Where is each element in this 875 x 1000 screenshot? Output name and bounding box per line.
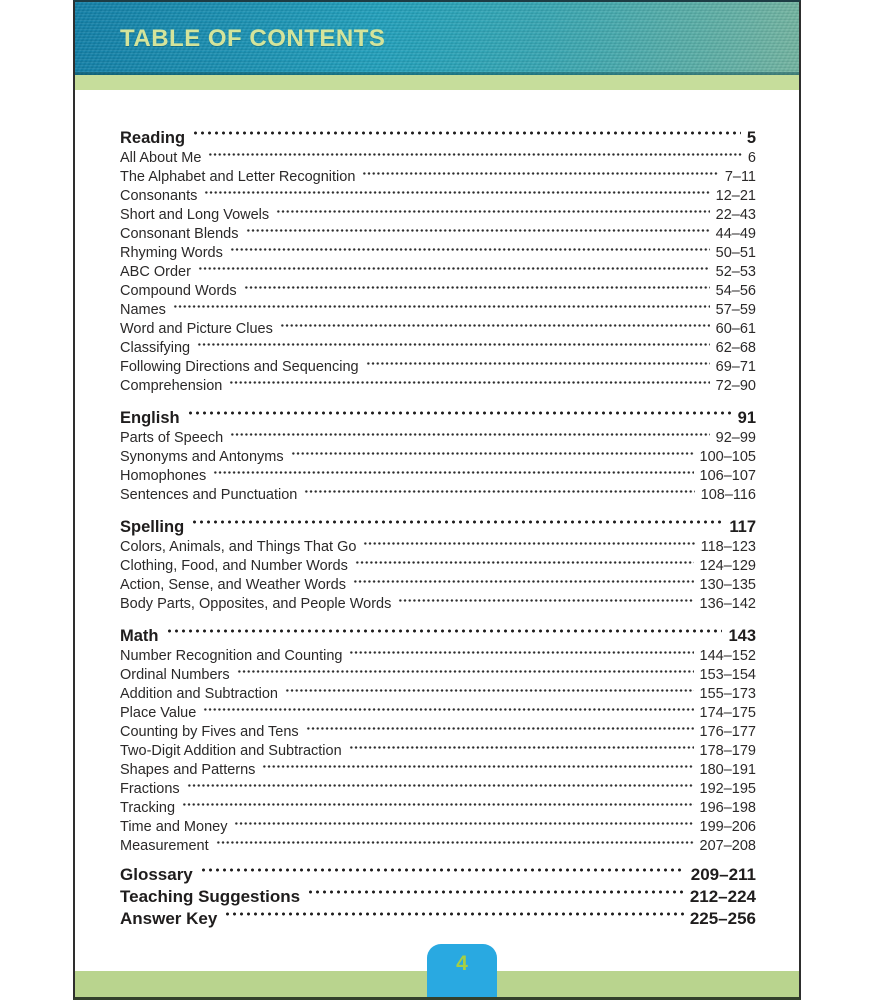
entry-label: Compound Words — [120, 283, 237, 299]
entry-label: Number Recognition and Counting — [120, 648, 343, 664]
entry-label: Action, Sense, and Weather Words — [120, 577, 346, 593]
entry-pages: 124–129 — [699, 558, 756, 574]
dotted-leader — [230, 429, 710, 448]
toc-entry — [120, 339, 756, 358]
dotted-leader — [200, 864, 685, 886]
toc-section-heading — [120, 625, 756, 647]
entry-pages: 72–90 — [715, 378, 756, 394]
entry-label: The Alphabet and Letter Recognition — [120, 169, 356, 185]
dotted-leader — [229, 377, 709, 396]
entry-label: Consonants — [120, 188, 198, 204]
toc-entry — [120, 301, 756, 320]
entry-label: Names — [120, 302, 166, 318]
toc-entry — [120, 358, 756, 377]
entry-pages: 136–142 — [699, 596, 756, 612]
entry-label: Word and Picture Clues — [120, 321, 273, 337]
entry-label: Math — [120, 627, 159, 645]
entry-label: Short and Long Vowels — [120, 207, 270, 223]
toc-entry — [120, 206, 756, 225]
page-title: TABLE OF CONTENTS — [120, 25, 386, 52]
entry-pages: 57–59 — [715, 302, 756, 318]
toc-entry — [120, 282, 756, 301]
entry-pages: 54–56 — [715, 283, 756, 299]
toc-entry — [120, 742, 756, 761]
entry-pages: 192–195 — [699, 781, 756, 797]
toc-back-matter-entry — [120, 886, 756, 908]
toc-content — [75, 90, 799, 930]
toc-entry — [120, 263, 756, 282]
dotted-leader — [276, 206, 710, 225]
dotted-leader — [398, 595, 693, 614]
toc-section-heading — [120, 127, 756, 149]
toc-entry — [120, 780, 756, 799]
entry-label: Parts of Speech — [120, 430, 224, 446]
dotted-leader — [244, 282, 710, 301]
dotted-leader — [280, 320, 710, 339]
entry-pages: 153–154 — [699, 667, 756, 683]
entry-label: Answer Key — [120, 909, 218, 928]
dotted-leader — [307, 886, 684, 908]
toc-entry — [120, 320, 756, 339]
dotted-leader — [285, 685, 694, 704]
entry-label: Glossary — [120, 865, 193, 884]
toc-entry — [120, 723, 756, 742]
entry-pages: 180–191 — [699, 762, 756, 778]
toc-entry — [120, 448, 756, 467]
toc-entry — [120, 538, 756, 557]
dotted-leader — [262, 761, 693, 780]
header-accent-strip — [75, 75, 799, 90]
toc-entry — [120, 761, 756, 780]
entry-pages: 100–105 — [699, 449, 756, 465]
entry-pages: 178–179 — [699, 743, 756, 759]
entry-label: Following Directions and Sequencing — [120, 359, 359, 375]
dotted-leader — [216, 837, 694, 856]
entry-label: Two-Digit Addition and Subtraction — [120, 743, 342, 759]
entry-pages: 118–123 — [700, 539, 756, 555]
toc-section — [120, 407, 756, 505]
entry-label: Measurement — [120, 838, 209, 854]
dotted-leader — [187, 407, 732, 429]
entry-pages: 108–116 — [700, 487, 756, 503]
dotted-leader — [237, 666, 694, 685]
entry-pages: 52–53 — [715, 264, 756, 280]
page-number-tab — [427, 944, 497, 997]
dotted-leader — [182, 799, 693, 818]
entry-pages: 7–11 — [724, 169, 756, 185]
dotted-leader — [204, 187, 709, 206]
entry-pages: 91 — [737, 409, 756, 427]
toc-back-matter — [120, 864, 756, 930]
dotted-leader — [349, 647, 693, 666]
entry-pages: 5 — [746, 129, 756, 147]
toc-section — [120, 625, 756, 856]
entry-label: Time and Money — [120, 819, 228, 835]
dotted-leader — [191, 516, 723, 538]
dotted-leader — [213, 467, 693, 486]
toc-back-matter-entry — [120, 908, 756, 930]
toc-section-heading — [120, 407, 756, 429]
entry-pages: 6 — [747, 150, 756, 166]
dotted-leader — [362, 168, 718, 187]
entry-label: Teaching Suggestions — [120, 887, 301, 906]
dotted-leader — [304, 486, 694, 505]
dotted-leader — [363, 538, 694, 557]
toc-entry — [120, 467, 756, 486]
toc-entry — [120, 666, 756, 685]
entry-label: Tracking — [120, 800, 176, 816]
entry-pages: 209–211 — [690, 865, 756, 884]
entry-pages: 207–208 — [699, 838, 756, 854]
toc-entry — [120, 149, 756, 168]
entry-label: Classifying — [120, 340, 191, 356]
entry-label: Homophones — [120, 468, 207, 484]
toc-entry — [120, 377, 756, 396]
entry-label: All About Me — [120, 150, 202, 166]
entry-pages: 117 — [729, 518, 756, 536]
entry-label: Colors, Animals, and Things That Go — [120, 539, 357, 555]
dotted-leader — [208, 149, 742, 168]
entry-pages: 69–71 — [715, 359, 756, 375]
toc-section — [120, 516, 756, 614]
toc-entry — [120, 486, 756, 505]
dotted-leader — [366, 358, 710, 377]
entry-label: Consonant Blends — [120, 226, 239, 242]
entry-pages: 196–198 — [699, 800, 756, 816]
toc-entry — [120, 187, 756, 206]
toc-entry — [120, 557, 756, 576]
dotted-leader — [349, 742, 694, 761]
entry-label: Shapes and Patterns — [120, 762, 256, 778]
entry-label: Ordinal Numbers — [120, 667, 230, 683]
entry-pages: 60–61 — [715, 321, 756, 337]
toc-entry — [120, 576, 756, 595]
toc-section — [120, 127, 756, 396]
entry-label: Counting by Fives and Tens — [120, 724, 299, 740]
toc-entry — [120, 429, 756, 448]
dotted-leader — [166, 625, 723, 647]
toc-section-heading — [120, 516, 756, 538]
entry-label: Body Parts, Opposites, and People Words — [120, 596, 392, 612]
entry-label: Clothing, Food, and Number Words — [120, 558, 348, 574]
dotted-leader — [246, 225, 710, 244]
dotted-leader — [224, 908, 683, 930]
dotted-leader — [197, 339, 710, 358]
entry-pages: 62–68 — [715, 340, 756, 356]
book-page — [73, 0, 801, 1000]
toc-entry — [120, 799, 756, 818]
page-number: 4 — [456, 952, 468, 975]
entry-pages: 92–99 — [715, 430, 756, 446]
entry-pages: 143 — [728, 627, 756, 645]
entry-label: Addition and Subtraction — [120, 686, 278, 702]
toc-entry — [120, 647, 756, 666]
dotted-leader — [291, 448, 694, 467]
dotted-leader — [203, 704, 693, 723]
toc-entry — [120, 595, 756, 614]
entry-label: Fractions — [120, 781, 180, 797]
entry-label: Place Value — [120, 705, 197, 721]
entry-pages: 199–206 — [699, 819, 756, 835]
entry-pages: 130–135 — [699, 577, 756, 593]
toc-entry — [120, 244, 756, 263]
toc-entry — [120, 704, 756, 723]
toc-back-matter-entry — [120, 864, 756, 886]
entry-label: Rhyming Words — [120, 245, 223, 261]
dotted-leader — [306, 723, 694, 742]
toc-entry — [120, 685, 756, 704]
entry-label: ABC Order — [120, 264, 191, 280]
entry-pages: 106–107 — [699, 468, 756, 484]
entry-label: Reading — [120, 129, 186, 147]
entry-label: Comprehension — [120, 378, 223, 394]
dotted-leader — [353, 576, 694, 595]
entry-label: Synonyms and Antonyms — [120, 449, 284, 465]
toc-list — [120, 127, 756, 856]
toc-entry — [120, 225, 756, 244]
entry-pages: 12–21 — [715, 188, 756, 204]
entry-pages: 212–224 — [689, 887, 756, 906]
toc-entry — [120, 837, 756, 856]
entry-pages: 44–49 — [715, 226, 756, 242]
dotted-leader — [230, 244, 710, 263]
entry-pages: 225–256 — [689, 909, 756, 928]
dotted-leader — [187, 780, 694, 799]
entry-label: Spelling — [120, 518, 185, 536]
entry-pages: 176–177 — [699, 724, 756, 740]
entry-label: English — [120, 409, 180, 427]
entry-label: Sentences and Punctuation — [120, 487, 298, 503]
toc-entry — [120, 818, 756, 837]
entry-pages: 50–51 — [715, 245, 756, 261]
dotted-leader — [355, 557, 694, 576]
entry-pages: 144–152 — [699, 648, 756, 664]
dotted-leader — [234, 818, 693, 837]
toc-header — [75, 2, 799, 75]
dotted-leader — [192, 127, 741, 149]
toc-entry — [120, 168, 756, 187]
dotted-leader — [173, 301, 710, 320]
entry-pages: 22–43 — [715, 207, 756, 223]
entry-pages: 155–173 — [699, 686, 756, 702]
entry-pages: 174–175 — [699, 705, 756, 721]
dotted-leader — [198, 263, 710, 282]
